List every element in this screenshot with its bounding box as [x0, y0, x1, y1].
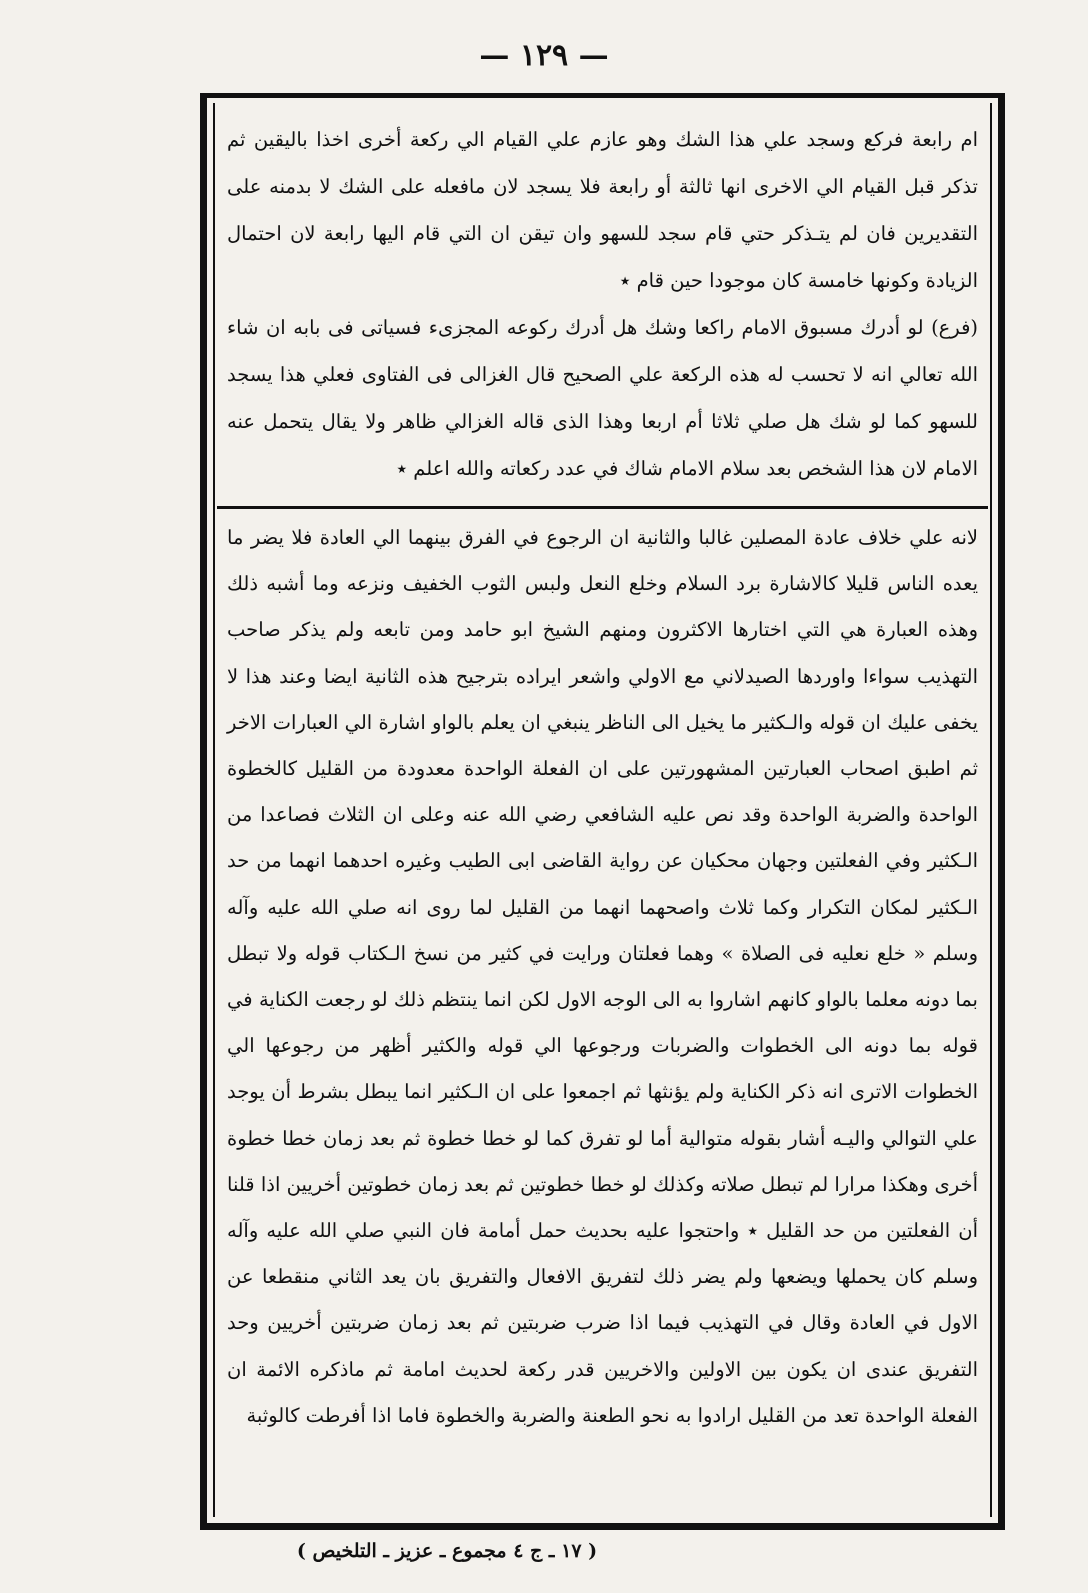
- paragraph: لانه علي خلاف عادة المصلين غالبا والثانية ان الرجوع في الفرق بينهما الي العادة فلا يضر ما يعده الناس قليلا كالاشارة برد السلام وخلع النعل ولبس الثوب الخفيف ونزعه وما أشبه ذلك وهذه العبارة هي التي اختارها الاكثرون ومنهم الشيخ ابو حامد ومن تابعه ولم يذكر صاحب التهذيب سواءا واوردها الصيدلاني مع الاولي واشعر ايراده بترجيح هذه الثانية ايضا وعند هذا لا يخفى عليك ان قوله والـكثير ما يخيل الى الناظر ينبغي ان يعلم بالواو اشارة الي العبارات الاخر ثم اطبق اصحاب العبارتين المشهورتين على ان الفعلة الواحدة معدودة من القليل كالخطوة الواحدة والضربة الواحدة وقد نص عليه الشافعي رضي الله عنه وعلى ان الثلاث فصاعدا من الـكثير وفي الفعلتين وجهان محكيان عن رواية القاضى ابى الطيب وغيره احدهما انهما من حد الـكثير لمكان التكرار وكما ثلاث واصحهما انهما من القليل لما روى انه صلي الله عليه وآله وسلم « خلع نعليه فى الصلاة » وهما فعلتان ورايت في كثير من نسخ الـكتاب قوله ولا تبطل بما دونه معلما بالواو كانهم اشاروا به الى الوجه الاول لكن انما ينتظم ذلك لو رجعت الكناية في قوله بما دونه الى الخطوات والضربات ورجوعها الي قوله والكثير أظهر من رجوعها الي الخطوات الاترى انه ذكر الكناية ولم يؤنثها ثم اجمعوا على ان الـكثير انما يبطل بشرط أن يوجد علي التوالي واليـه أشار بقوله متوالية أما لو تفرق كما لو خطا خطوة ثم بعد زمان خطا خطوة أخرى وهكذا مرارا لم تبطل صلاته وكذلك لو خطا خطوتين ثم بعد زمان خطوتين أخريين اذا قلنا أن الفعلتين من حد القليل ٭ واحتجوا عليه بحديث حمل أمامة فان النبي صلي الله عليه وآله وسلم كان يحملها ويضعها ولم يضر ذلك لتفريق الافعال والتفريق بان يعد الثاني منقطعا عن الاول في العادة وقال في التهذيب فيما اذا ضرب ضربتين ثم بعد زمان ضربتين أخريين وحد التفريق عندى ان يكون بين الاولين والاخريين قدر ركعة لحديث امامة ثم ماذكره الائمة ان الفعلة الواحدة تعد من القليل ارادوا به نحو الطعنة والضربة والخطوة فاما اذا أفرطت كالوثبة: [227, 526, 978, 1427]
- paragraph: (فرع) لو أدرك مسبوق الامام راكعا وشك هل أدرك ركوعه المجزىء فسياتى فى بابه ان شاء الله تعالي انه لا تحسب له هذه الركعة علي الصحيح قال الغزالى فى الفتاوى فعلي هذا يسجد للسهو كما لو شك هل صلي ثلاثا أم اربعا وهذا الذى قاله الغزالي ظاهر ولا يقال يتحمل عنه الامام لان هذا الشخص بعد سلام الامام شاك في عدد ركعاته والله اعلم ٭: [227, 316, 978, 480]
- page-number: — ١٢٩ —: [479, 38, 609, 73]
- footer-signature: ( ١٧ ـ ج ٤ مجموع ـ عزيز ـ التلخيص ): [296, 1540, 598, 1562]
- page-frame: [200, 93, 1005, 1530]
- upper-text-block: [227, 116, 978, 492]
- section-divider: [217, 506, 988, 509]
- paragraph: ام رابعة فركع وسجد علي هذا الشك وهو عازم علي القيام الي ركعة أخرى اخذا باليقين ثم تذكر قبل القيام الي الاخرى انها ثالثة أو رابعة فلا يسجد لان مافعله على الشك لا بدمنه على التقديرين فان لم يتـذكر حتي قام سجد للسهو وان تيقن ان التي قام اليها رابعة لان احتمال الزيادة وكونها خامسة كان موجودا حين قام ٭: [227, 128, 978, 292]
- main-text-block: [227, 515, 978, 1439]
